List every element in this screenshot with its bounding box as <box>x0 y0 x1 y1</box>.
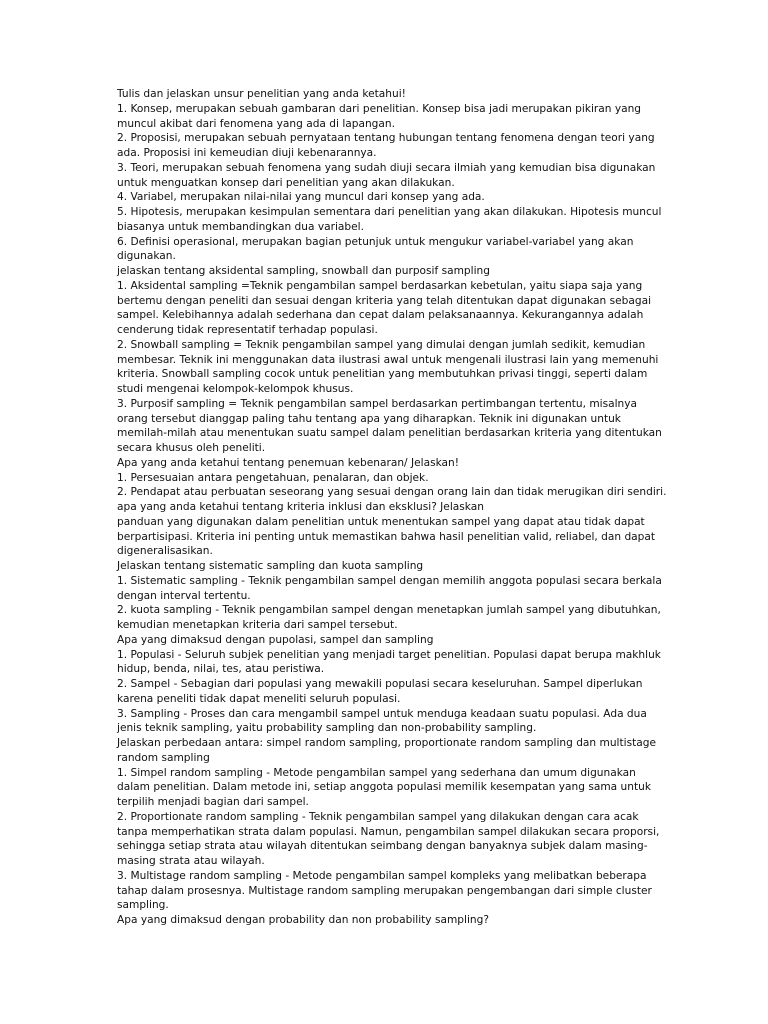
text-line: untuk menguatkan konsep dari penelitian yang akan dilakukan. <box>117 176 455 189</box>
document-body <box>117 87 667 928</box>
text-line: memilah-milah atau menentukan suatu sampel dalam penelitian berdasarkan kriteria yang ditentukan <box>117 427 662 440</box>
text-line: digunakan. <box>117 250 176 263</box>
question-heading: random sampling <box>117 751 210 764</box>
text-line: bertemu dengan peneliti dan sesuai dengan kriteria yang telah ditentukan dapat digunakan sebagai <box>117 294 652 307</box>
text-line: jenis teknik sampling, yaitu probability sampling dan non-probability sampling. <box>117 722 537 735</box>
text-line: 1. Konsep, merupakan sebuah gambaran dari penelitian. Konsep bisa jadi merupakan pikiran yang <box>117 102 642 115</box>
text-line: dengan interval tertentu. <box>117 589 251 602</box>
text-line: hidup, benda, nilai, tes, atau peristiwa. <box>117 663 325 676</box>
text-line: 1. Persesuaian antara pengetahuan, penalaran, dan objek. <box>117 471 429 484</box>
text-line: 2. Proportionate random sampling - Teknik pengambilan sampel yang dilakukan dengan cara acak <box>117 810 639 823</box>
text-line: digeneralisasikan. <box>117 545 213 558</box>
text-line: 2. kuota sampling - Teknik pengambilan sampel dengan menetapkan jumlah sampel yang dibutuhkan, <box>117 604 661 617</box>
text-line: berpartisipasi. Kriteria ini penting untuk memastikan bahwa hasil penelitian valid, reliabel, dan dapat <box>117 530 656 543</box>
question-heading: Jelaskan perbedaan antara: simpel random sampling, proportionate random sampling dan multistage <box>117 737 656 749</box>
text-line: sehingga setiap strata atau wilayah ditentukan seimbang dengan banyaknya subjek dalam masing- <box>117 840 648 853</box>
text-line: panduan yang digunakan dalam penelitian untuk menentukan sampel yang dapat atau tidak dapat <box>117 515 645 528</box>
text-line: 3. Purposif sampling = Teknik pengambilan sampel berdasarkan pertimbangan tertentu, misalnya <box>117 397 638 410</box>
text-line: 4. Variabel, merupakan nilai-nilai yang muncul dari konsep yang ada. <box>117 191 485 204</box>
text-line: 3. Multistage random sampling - Metode pengambilan sampel kompleks yang melibatkan beberapa <box>117 869 647 882</box>
text-line: masing strata atau wilayah. <box>117 855 265 867</box>
text-line: ada. Proposisi ini kemeudian diuji kebenarannya. <box>117 147 377 159</box>
text-line: 3. Sampling - Proses dan cara mengambil sampel untuk menduga keadaan suatu populasi. Ada dua <box>117 707 647 720</box>
text-line: 3. Teori, merupakan sebuah fenomena yang sudah diuji secara ilmiah yang kemudian bisa digunakan <box>117 161 656 174</box>
text-line: 1. Simpel random sampling - Metode pengambilan sampel yang sederhana dan umum digunakan <box>117 766 636 779</box>
text-line: kemudian menetapkan kriteria dari sampel tersebut. <box>117 619 398 631</box>
text-line: orang tersebut dianggap paling tahu tentang apa yang diharapkan. Teknik ini digunakan untuk <box>117 412 621 425</box>
text-line: biasanya untuk membandingkan dua variabel. <box>117 220 364 233</box>
text-line: 1. Aksidental sampling =Teknik pengambilan sampel berdasarkan kebetulan, yaitu siapa saja yang <box>117 279 643 292</box>
text-line: membesar. Teknik ini menggunakan data ilustrasi awal untuk mengenali ilustrasi lain yang memenuhi <box>117 353 659 366</box>
text-line: karena peneliti tidak dapat meneliti seluruh populasi. <box>117 692 401 705</box>
text-line: 6. Definisi operasional, merupakan bagian petunjuk untuk mengukur variabel-variabel yang akan <box>117 235 634 248</box>
text-line: 5. Hipotesis, merupakan kesimpulan sementara dari penelitian yang akan dilakukan. Hipotesis muncul <box>117 206 662 218</box>
text-line: tahap dalam prosesnya. Multistage random sampling merupakan pengembangan dari simple cluster <box>117 884 652 897</box>
text-line: 2. Sampel - Sebagian dari populasi yang mewakili populasi secara keseluruhan. Sampel diperlukan <box>117 678 643 690</box>
question-heading: jelaskan tentang aksidental sampling, snowball dan purposif sampling <box>117 265 490 277</box>
text-line: kriteria. Snowball sampling cocok untuk penelitian yang membutuhkan privasi tinggi, seperti dalam <box>117 368 648 381</box>
text-line: secara khusus oleh peneliti. <box>117 442 266 454</box>
text-line: 1. Populasi - Seluruh subjek penelitian yang menjadi target penelitian. Populasi dapat berupa makhluk <box>117 648 661 661</box>
question-heading: Apa yang dimaksud dengan probability dan non probability sampling? <box>117 914 489 926</box>
text-line: sampling. <box>117 899 169 912</box>
question-heading: Apa yang dimaksud dengan pupolasi, sampel dan sampling <box>117 633 434 646</box>
text-line: 2. Pendapat atau perbuatan seseorang yang sesuai dengan orang lain dan tidak merugikan diri sendiri. <box>117 486 667 499</box>
text-line: cenderung tidak representatif terhadap populasi. <box>117 324 378 336</box>
text-line: 2. Proposisi, merupakan sebuah pernyataan tentang hubungan tentang fenomena dengan teori yang <box>117 132 655 145</box>
text-line: sampel. Kelebihannya adalah sederhana dan cepat dalam pelaksanaannya. Kekurangannya adalah <box>117 309 644 322</box>
question-heading: Apa yang anda ketahui tentang penemuan kebenaran/ Jelaskan! <box>117 456 459 469</box>
text-line: 1. Sistematic sampling - Teknik pengambilan sampel dengan memilih anggota populasi secara berkala <box>117 574 662 587</box>
text-line: studi mengenai kelompok-kelompok khusus. <box>117 383 354 395</box>
text-line: tanpa memperhatikan strata dalam populasi. Namun, pengambilan sampel dilakukan secara proporsi, <box>117 825 660 838</box>
question-heading: Jelaskan tentang sistematic sampling dan kuota sampling <box>117 560 424 572</box>
text-line: muncul akibat dari fenomena yang ada di lapangan. <box>117 117 395 130</box>
text-line: 2. Snowball sampling = Teknik pengambilan sampel yang dimulai dengan jumlah sedikit, kemudian <box>117 338 646 351</box>
question-heading: Tulis dan jelaskan unsur penelitian yang anda ketahui! <box>117 88 406 100</box>
text-line: dalam penelitian. Dalam metode ini, setiap anggota populasi memilik kesempatan yang sama untuk <box>117 781 651 794</box>
question-heading: apa yang anda ketahui tentang kriteria inklusi dan eksklusi? Jelaskan <box>117 501 484 513</box>
text-line: terpilih menjadi bagian dari sampel. <box>117 796 309 808</box>
